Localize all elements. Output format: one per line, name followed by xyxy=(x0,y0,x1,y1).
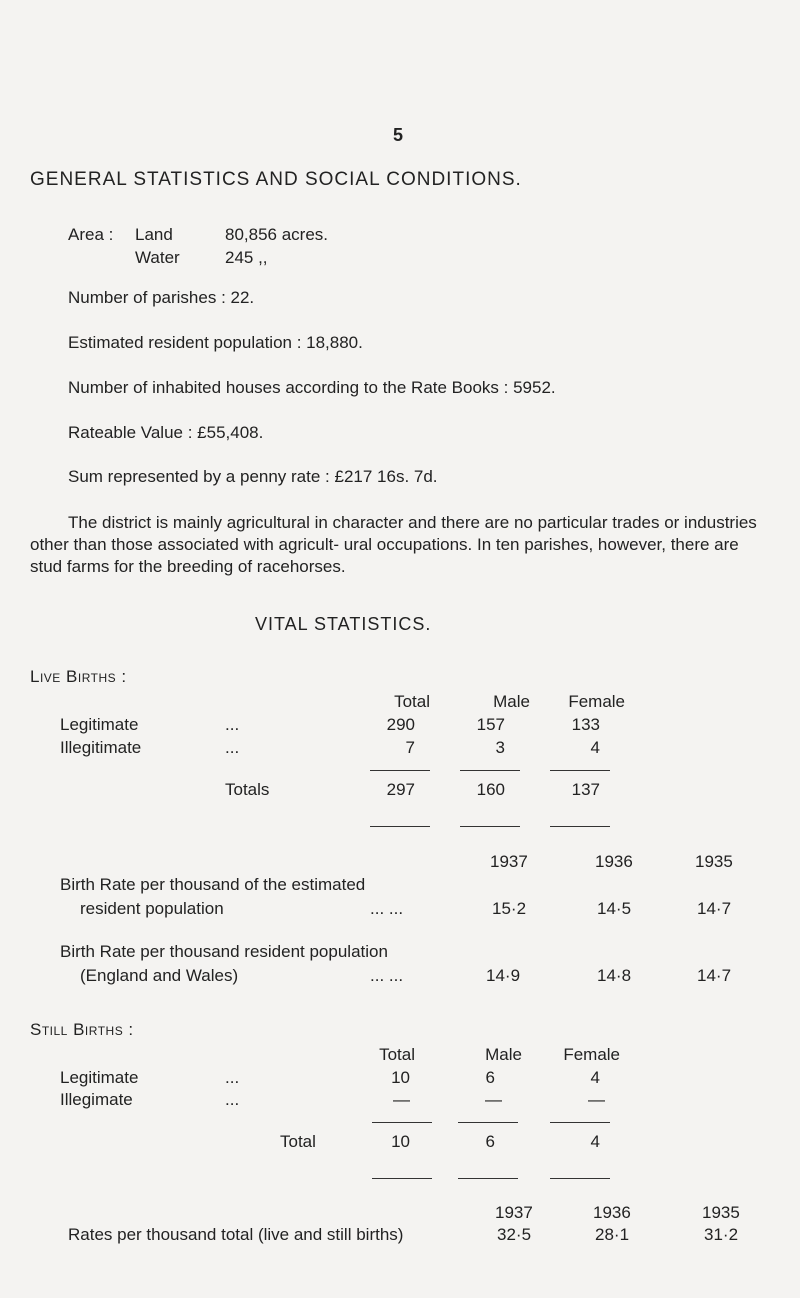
still-births-row-total: — xyxy=(393,1090,410,1109)
still-births-row-total: 10 xyxy=(391,1068,410,1087)
still-births-title: Still Births : xyxy=(30,1020,134,1039)
live-births-header-male: Male xyxy=(493,692,530,711)
live-births-header-total: Total xyxy=(394,692,430,711)
birth-rate-estimated-value: 14·5 xyxy=(597,899,632,918)
area-land-label: Land xyxy=(135,225,173,244)
live-births-totals-male: 160 xyxy=(476,780,505,799)
still-births-rule-female xyxy=(550,1122,610,1123)
birth-rate-estimated-value: 14·7 xyxy=(697,899,732,918)
still-births-row-female: — xyxy=(588,1090,605,1109)
birth-rate-england-label-2: (England and Wales) xyxy=(80,966,239,985)
birth-rate-year: 1937 xyxy=(490,852,528,871)
still-births-rule-male xyxy=(458,1122,518,1123)
still-births-header-male: Male xyxy=(485,1045,522,1064)
birth-rate-england-dots: ... ... xyxy=(370,966,404,985)
combined-rate-year: 1937 xyxy=(495,1203,533,1222)
page-heading: GENERAL STATISTICS AND SOCIAL CONDITIONS. xyxy=(30,169,522,190)
combined-rate-year: 1935 xyxy=(702,1203,740,1222)
rateable-value-line: Rateable Value : £55,408. xyxy=(68,423,264,442)
area-water-value: 245 ,, xyxy=(225,248,268,267)
combined-rate-year: 1936 xyxy=(593,1203,631,1222)
live-births-rule-total xyxy=(370,770,430,771)
live-births-totals-female: 137 xyxy=(571,780,600,799)
still-births-totals-male: 6 xyxy=(485,1132,495,1151)
live-births-title: Live Births : xyxy=(30,667,127,686)
combined-rate-value: 28·1 xyxy=(595,1225,630,1244)
live-births-row-dots: ... xyxy=(225,715,240,734)
live-births-row-label: Illegitimate xyxy=(60,738,142,757)
live-births-totals-label: Totals xyxy=(225,780,270,799)
birth-rate-year: 1936 xyxy=(595,852,633,871)
birth-rate-year: 1935 xyxy=(695,852,733,871)
still-births-rule-bottom-male xyxy=(458,1178,518,1179)
still-births-row-dots: ... xyxy=(225,1068,240,1087)
live-births-row-dots: ... xyxy=(225,738,240,757)
area-water-label: Water xyxy=(135,248,180,267)
still-births-row-dots: ... xyxy=(225,1090,240,1109)
still-births-row-male: — xyxy=(485,1090,502,1109)
live-births-row-male: 157 xyxy=(476,715,505,734)
still-births-row-male: 6 xyxy=(485,1068,495,1087)
birth-rate-estimated-label: Birth Rate per thousand of the estimated xyxy=(60,875,366,894)
still-births-row-label: Illegimate xyxy=(60,1090,133,1109)
area-label: Area : xyxy=(68,225,114,244)
houses-line: Number of inhabited houses according to the Rate Books : 5952. xyxy=(68,378,556,397)
live-births-row-label: Legitimate xyxy=(60,715,139,734)
birth-rate-estimated-value: 15·2 xyxy=(492,899,527,918)
still-births-rule-total xyxy=(372,1122,432,1123)
still-births-row-female: 4 xyxy=(590,1068,600,1087)
live-births-row-total: 7 xyxy=(405,738,415,757)
live-births-row-male: 3 xyxy=(495,738,505,757)
live-births-rule-bottom-total xyxy=(370,826,430,827)
vital-statistics-heading: VITAL STATISTICS. xyxy=(255,614,432,634)
still-births-totals-female: 4 xyxy=(590,1132,600,1151)
birth-rate-england-value: 14·7 xyxy=(697,966,732,985)
still-births-header-total: Total xyxy=(379,1045,415,1064)
birth-rate-estimated-label-2: resident population xyxy=(80,899,224,918)
live-births-row-female: 4 xyxy=(590,738,600,757)
live-births-row-female: 133 xyxy=(571,715,600,734)
live-births-row-total: 290 xyxy=(386,715,415,734)
combined-rate-value: 31·2 xyxy=(704,1225,739,1244)
parishes-line: Number of parishes : 22. xyxy=(68,288,255,307)
still-births-rule-bottom-total xyxy=(372,1178,432,1179)
birth-rate-england-label: Birth Rate per thousand resident population xyxy=(60,942,388,961)
still-births-totals-total: 10 xyxy=(391,1132,410,1151)
population-line: Estimated resident population : 18,880. xyxy=(68,333,363,352)
live-births-rule-bottom-female xyxy=(550,826,610,827)
still-births-row-label: Legitimate xyxy=(60,1068,139,1087)
live-births-rule-bottom-male xyxy=(460,826,520,827)
page-number: 5 xyxy=(393,125,404,145)
still-births-totals-label: Total xyxy=(280,1132,316,1151)
birth-rate-england-value: 14·8 xyxy=(597,966,632,985)
birth-rate-england-value: 14·9 xyxy=(486,966,521,985)
district-paragraph: The district is mainly agricultural in character and there are no particular trades or industries other than those associated with agricult- ural occupations. In ten parishes, however, there are stud farms for the breeding of racehorses. xyxy=(30,513,757,576)
live-births-rule-female xyxy=(550,770,610,771)
birth-rate-estimated-dots: ... ... xyxy=(370,899,404,918)
area-land-value: 80,856 acres. xyxy=(225,225,329,244)
penny-rate-line: Sum represented by a penny rate : £217 16s. 7d. xyxy=(68,467,438,486)
still-births-rule-bottom-female xyxy=(550,1178,610,1179)
still-births-header-female: Female xyxy=(563,1045,620,1064)
combined-rate-label: Rates per thousand total (live and still births) xyxy=(68,1225,404,1244)
live-births-totals-total: 297 xyxy=(386,780,415,799)
combined-rate-value: 32·5 xyxy=(497,1225,532,1244)
live-births-header-female: Female xyxy=(568,692,625,711)
live-births-rule-male xyxy=(460,770,520,771)
